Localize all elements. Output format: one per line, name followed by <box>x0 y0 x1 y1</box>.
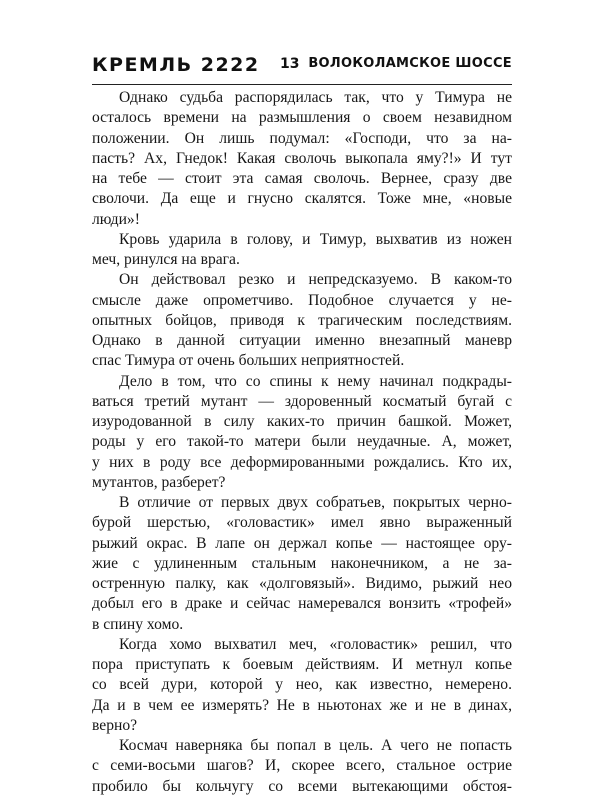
series-title: КРЕМЛЬ 2222 <box>92 54 260 76</box>
page-number: 13 <box>280 56 300 72</box>
paragraph <box>92 270 512 371</box>
text-line: изуродованной в силу каких-то причин башкой. Может, <box>92 413 512 430</box>
paragraph <box>92 230 512 271</box>
paragraph <box>92 736 512 797</box>
text-line: Однако в данной ситуации именно внезапный маневр <box>92 332 512 349</box>
text-line: жие с удлиненным стальным наконечником, а не за- <box>92 554 512 572</box>
text-line: роды у его такой-то матери были неудачные. А, может, <box>92 433 512 451</box>
text-line: пробило бы кольчугу со всеми вытекающими обстоя- <box>92 777 512 795</box>
text-line: люди»! <box>92 210 140 228</box>
text-line: Когда хомо выхватил меч, «головастик» решил, что <box>119 635 512 653</box>
text-line: рыжий окрас. В лапе он держал копье — настоящее ору- <box>92 534 512 552</box>
text-line: в спину хомо. <box>92 615 184 633</box>
text-line: пора приступать к боевым действиям. И метнул копье <box>92 656 512 673</box>
text-line: со всей дури, которой у нео, как известно, немерено. <box>92 676 512 694</box>
text-line: пасть? Ах, Гнедок! Какая сволочь выкопала яму?!» И тут <box>92 149 512 167</box>
header-rule <box>92 84 512 85</box>
text-line: опытных бойцов, приводя к трагическим последствиям. <box>92 311 512 329</box>
text-line: осталось времени на размышления о своем незавидном <box>92 109 512 127</box>
text-line: на тебе — стоит эта самая сволочь. Вернее, сразу две <box>92 170 512 187</box>
text-line: бурой шерстью, «головастик» имел явно выраженный <box>92 514 512 532</box>
text-line: ваться третий мутант — здоровенный косматый бугай с <box>92 392 512 410</box>
text-line: остренную палку, как «долговязый». Видимо, рыжий нео <box>92 575 512 592</box>
text-line: Он действовал резко и непредсказуемо. В каком-то <box>119 271 512 289</box>
paragraph <box>92 88 512 230</box>
text-line: мутантов, разберет? <box>92 473 226 491</box>
text-line: В отличие от первых двух собратьев, покрытых черно- <box>119 494 512 511</box>
text-line: спас Тимура от очень больших неприятностей. <box>92 352 405 370</box>
chapter-title: ВОЛОКОЛАМСКОЕ ШОССЕ <box>308 56 512 71</box>
text-line: у них в роду все деформированными рождались. Кто их, <box>92 453 512 471</box>
text-line: добыл его в драке и сейчас намеревался вонзить «трофей» <box>92 595 512 613</box>
running-header <box>92 50 512 80</box>
text-line: Космач наверняка бы попал в цель. А чего не попасть <box>119 737 512 754</box>
text-line: с семи-восьми шагов? И, скорее всего, стальное острие <box>92 757 512 775</box>
body-text <box>92 88 512 795</box>
paragraph <box>92 635 512 736</box>
text-line: меч, ринулся на врага. <box>92 251 240 268</box>
text-line: сволочи. Да еще и гнусно скалятся. Тоже мне, «новые <box>92 190 512 208</box>
text-line: Да и в чем ее измерять? Не в ньютонах же и не в динах, <box>92 696 512 714</box>
text-line: верно? <box>92 716 138 734</box>
text-line: Кровь ударила в голову, и Тимур, выхватив из ножен <box>119 230 512 248</box>
paragraph <box>92 493 512 635</box>
paragraph <box>92 372 512 494</box>
text-line: положении. Он лишь подумал: «Господи, что за на- <box>92 129 512 147</box>
text-line: Дело в том, что со спины к нему начинал подкрады- <box>119 372 512 390</box>
text-line: смысле даже опрометчиво. Подобное случается у не- <box>92 291 512 309</box>
text-line: Однако судьба распорядилась так, что у Тимура не <box>119 89 512 106</box>
